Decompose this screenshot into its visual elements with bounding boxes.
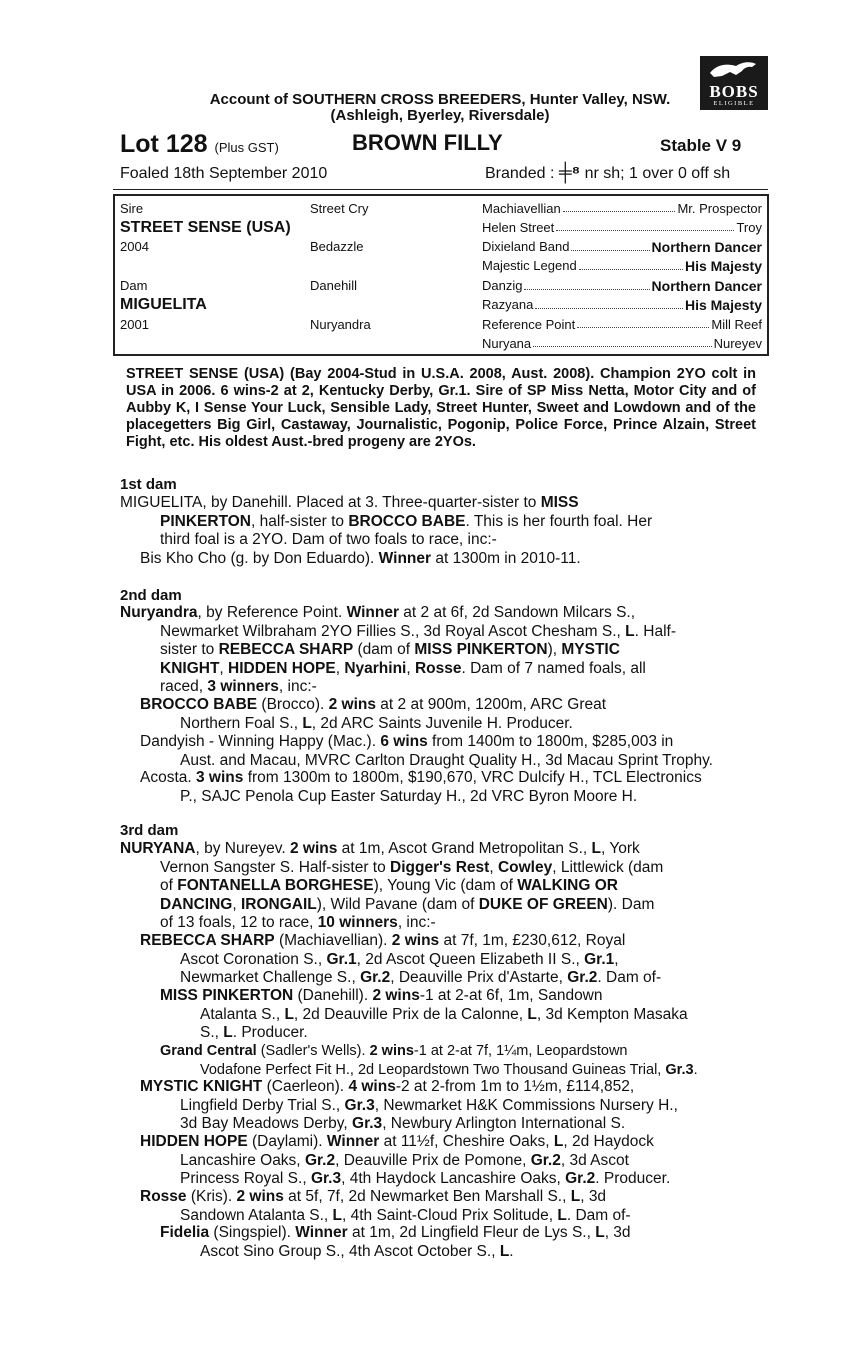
header-divider bbox=[113, 189, 768, 190]
pedigree-row: Danzig Northern Dancer bbox=[482, 278, 762, 294]
horse-description: BROWN FILLY bbox=[352, 130, 503, 155]
dam-label: Dam bbox=[120, 278, 148, 293]
third-dam-progeny: HIDDEN HOPE (Daylami). Winner at 11½f, Cheshire Oaks, L, 2d Haydock Lancashire Oaks, Gr.2, Deauville Prix de Pomone, Gr.2, 3d Ascot Princess Royal S., Gr.3, 4th Haydock Lancashire Oaks, Gr.2. Producer. bbox=[140, 1133, 671, 1187]
pedigree-row: Razyana His Majesty bbox=[482, 297, 762, 313]
logo-text: BOBS bbox=[709, 82, 759, 101]
dam-dam: Nuryandra bbox=[310, 317, 371, 332]
third-dam-heading: 3rd dam bbox=[120, 822, 179, 839]
sire-dam: Bedazzle bbox=[310, 239, 364, 254]
pedigree-row: Dixieland Band Northern Dancer bbox=[482, 239, 762, 255]
sire-sire: Street Cry bbox=[310, 201, 369, 216]
horse-icon bbox=[706, 59, 762, 81]
logo-subtext: ELIGIBLE bbox=[713, 100, 755, 107]
foaled-date: Foaled 18th September 2010 bbox=[120, 165, 328, 182]
sire-label: Sire bbox=[120, 201, 144, 216]
pedigree-table bbox=[113, 194, 769, 356]
account-line-1: Account of SOUTHERN CROSS BREEDERS, Hunter Valley, NSW. bbox=[209, 91, 671, 108]
first-dam-heading: 1st dam bbox=[120, 476, 177, 493]
third-dam-grandprogeny: Fidelia (Singspiel). Winner at 1m, 2d Lingfield Fleur de Lys S., L, 3d Ascot Sino Group S., 4th Ascot October S., L. bbox=[160, 1224, 631, 1260]
stable-location: Stable V 9 bbox=[660, 136, 742, 155]
sire-name: STREET SENSE (USA) bbox=[120, 219, 291, 236]
second-dam-progeny: Dandyish - Winning Happy (Mac.). 6 wins from 1400m to 1800m, $285,003 in Aust. and Macau, MVRC Carlton Draught Quality H., 3d Macau Sprint Trophy. bbox=[140, 733, 713, 769]
third-dam-progeny: Rosse (Kris). 2 wins at 5f, 7f, 2d Newmarket Ben Marshall S., L, 3d Sandown Atalanta S., L, 4th Saint-Cloud Prix Solitude, L. Dam of- bbox=[140, 1188, 631, 1224]
second-dam-heading: 2nd dam bbox=[120, 587, 182, 604]
plus-gst: (Plus GST) bbox=[214, 140, 279, 155]
third-dam-progeny: REBECCA SHARP (Machiavellian). 2 wins at 7f, 1m, £230,612, Royal Ascot Coronation S., Gr.1, 2d Ascot Queen Elizabeth II S., Gr.1, Newmarket Challenge S., Gr.2, Deauville Prix d'Astarte, Gr.2. Dam of- bbox=[140, 932, 662, 986]
lot-number: Lot 128 (Plus GST) bbox=[120, 130, 279, 158]
dam-name: MIGUELITA bbox=[120, 296, 207, 313]
sire-summary: STREET SENSE (USA) (Bay 2004-Stud in U.S.A. 2008, Aust. 2008). Champion 2YO colt in USA in 2006. 6 wins-2 at 2, Kentucky Derby, Gr.1. Sire of SP Miss Netta, Motor City and of Aubby K, I Sense Your Luck, Sensible Lady, Street Hunter, Sweet and Lowdown and of the placegetters Big Girl, Castaway, Journalistic, Pogonip, Police Force, Prince Alzain, Street Fight, etc. His oldest Aust.-bred progeny are 2YOs. bbox=[126, 366, 756, 450]
third-dam-text: NURYANA, by Nureyev. 2 wins at 1m, Ascot Grand Metropolitan S., L, York Vernon Sangster S. Half-sister to Digger's Rest, Cowley, Littlewick (dam of FONTANELLA BORGHESE), Young Vic (dam of WALKING OR DANCING, IRONGAIL), Wild Pavane (dam of DUKE OF GREEN). Dam of 13 foals, 12 to race, 10 winners, inc:- bbox=[120, 840, 664, 931]
brand-mark-icon: ╪⁸ bbox=[558, 162, 581, 182]
dam-year: 2001 bbox=[120, 317, 149, 332]
branded-info: Branded : ╪⁸ nr sh; 1 over 0 off sh bbox=[485, 162, 731, 182]
account-line-2: (Ashleigh, Byerley, Riversdale) bbox=[330, 107, 550, 124]
second-dam-progeny: Acosta. 3 wins from 1300m to 1800m, $190,670, VRC Dulcify H., TCL Electronics P., SAJC Penola Cup Easter Saturday H., 2d VRC Byron Moore H. bbox=[140, 769, 702, 805]
pedigree-row: Majestic Legend His Majesty bbox=[482, 258, 762, 274]
dam-sire: Danehill bbox=[310, 278, 357, 293]
first-dam-progeny: Bis Kho Cho (g. by Don Eduardo). Winner at 1300m in 2010-11. bbox=[140, 550, 581, 567]
pedigree-row: Nuryana Nureyev bbox=[482, 336, 762, 351]
sire-year: 2004 bbox=[120, 239, 149, 254]
second-dam-progeny: BROCCO BABE (Brocco). 2 wins at 2 at 900m, 1200m, ARC Great Northern Foal S., L, 2d ARC Saints Juvenile H. Producer. bbox=[140, 696, 607, 732]
first-dam-text: MIGUELITA, by Danehill. Placed at 3. Three-quarter-sister to MISS PINKERTON, half-sister to BROCCO BABE. This is her fourth foal. Her third foal is a 2YO. Dam of two foals to race, inc:- bbox=[120, 494, 653, 548]
third-dam-progeny: MYSTIC KNIGHT (Caerleon). 4 wins-2 at 2-from 1m to 1½m, £114,852, Lingfield Derby Trial S., Gr.3, Newmarket H&K Commissions Nursery H., 3d Bay Meadows Derby, Gr.3, Newbury Arlington International S. bbox=[140, 1078, 678, 1132]
third-dam-grandprogeny: MISS PINKERTON (Danehill). 2 wins-1 at 2-at 6f, 1m, Sandown Atalanta S., L, 2d Deauville Prix de la Calonne, L, 3d Kempton Masaka S., L. Producer. bbox=[160, 987, 688, 1041]
second-dam-text: Nuryandra, by Reference Point. Winner at 2 at 6f, 2d Sandown Milcars S., Newmarket Wilbraham 2YO Fillies S., 3d Royal Ascot Chesham S., L. Half- sister to REBECCA SHARP (dam of MISS PINKERTON), MYSTIC KNIGHT, HIDDEN HOPE, Nyarhini, Rosse. Dam of 7 named foals, all raced, 3 winners, inc:- bbox=[120, 604, 676, 695]
third-dam-grandprogeny: Grand Central (Sadler's Wells). 2 wins-1 at 2-at 7f, 1¼m, Leopardstown Vodafone Perfect Fit H., 2d Leopardstown Two Thousand Guineas Trial, Gr.3. bbox=[160, 1043, 698, 1078]
bobs-logo bbox=[700, 56, 768, 110]
pedigree-row: Reference Point Mill Reef bbox=[482, 317, 762, 332]
pedigree-row: Helen Street Troy bbox=[482, 220, 762, 235]
pedigree-row: Machiavellian Mr. Prospector bbox=[482, 201, 762, 216]
